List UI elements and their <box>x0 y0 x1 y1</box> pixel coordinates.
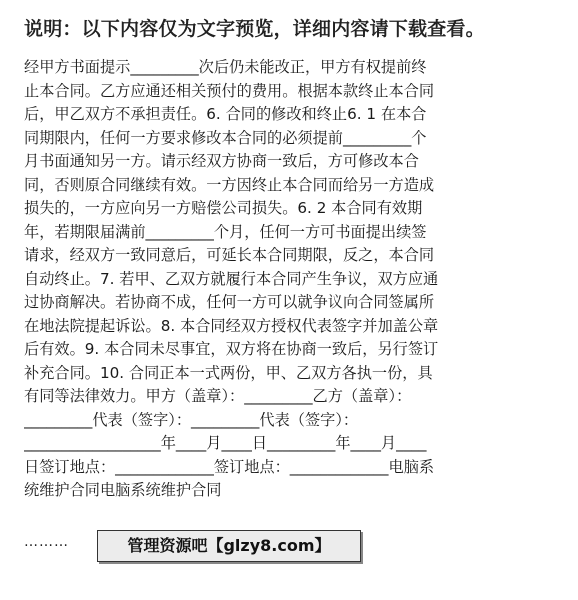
document-body <box>24 56 556 503</box>
document-line: _________代表（签字）：_________代表（签字）： <box>24 410 359 429</box>
document-line: 请求，经双方一致同意后，可延长本合同期限，反之，本合同 <box>24 246 435 264</box>
preview-notice: 说明：以下内容仅为文字预览，详细内容请下载查看。 <box>24 18 485 40</box>
document-line: 有同等法律效力。甲方（盖章）：_________乙方（盖章）： <box>24 387 412 405</box>
document-line: 经甲方书面提示_________次后仍未能改正，甲方有权提前终 <box>24 58 427 76</box>
document-line: 损失的，一方应向另一方赔偿公司损失。6. 2 本合同有效期 <box>24 199 423 217</box>
document-line: 在地法院提起诉讼。8. 本合同经双方授权代表签字并加盖公章 <box>24 316 439 335</box>
document-line: 过协商解决。若协商不成，任何一方可以就争议向合同签属所 <box>24 293 435 311</box>
document-line: 后有效。9. 本合同未尽事宜，双方将在协商一致后，另行签订 <box>24 340 439 358</box>
document-line: 统维护合同电脑系统维护合同 <box>24 481 222 499</box>
document-line: 同，否则原合同继续有效。一方因终止本合同而给另一方造成 <box>24 175 435 194</box>
document-line: 月书面通知另一方。请示经双方协商一致后，方可修改本合 <box>24 152 419 170</box>
document-line: 止本合同。乙方应通还相关预付的费用。根据本款终止本合同 <box>24 81 435 100</box>
document-line: 补充合同。10. 合同正本一式两份，甲、乙双方各执一份，具 <box>24 363 433 382</box>
document-line: __________________年____月____日_________年____月____ <box>24 434 427 452</box>
watermark-banner: 管理资源吧【glzy8.com】 <box>97 530 361 562</box>
document-line: 同期限内，任何一方要求修改本合同的必须提前_________个 <box>24 128 427 147</box>
document-line: 后，甲乙双方不承担责任。6. 合同的修改和终止6. 1 在本合 <box>24 105 427 123</box>
document-line: 日签订地点：_____________签订地点：_____________电脑系 <box>24 457 435 476</box>
document-line: 自动终止。7. 若甲、乙双方就履行本合同产生争议，双方应通 <box>24 269 439 288</box>
document-line: 年，若期限届满前_________个月，任何一方可书面提出续签 <box>24 222 427 241</box>
ellipsis-dots: ……… <box>24 534 69 550</box>
